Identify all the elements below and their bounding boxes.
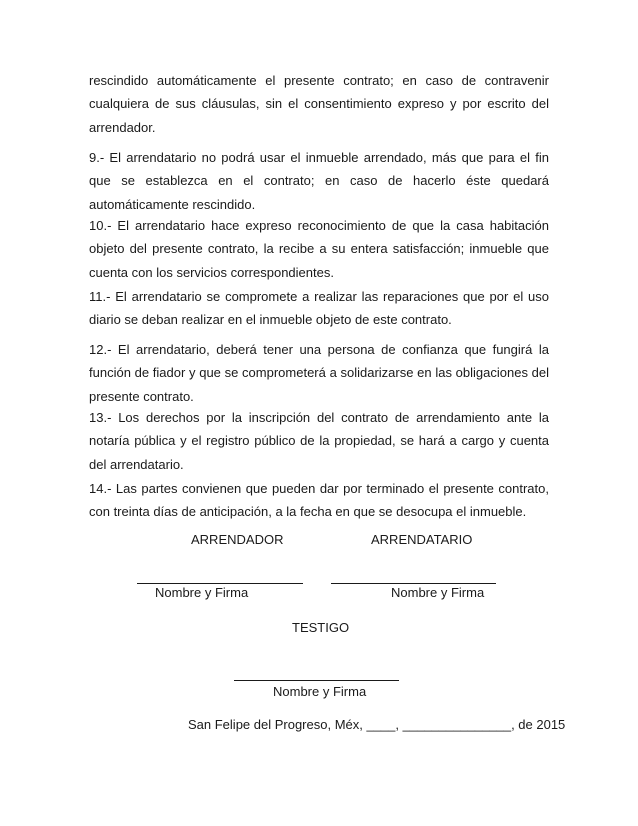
arrendatario-heading: ARRENDATARIO <box>371 532 473 547</box>
paragraph-clause-11: 11.- El arrendatario se compromete a realizar las reparaciones que por el uso diario se deban realizar en el inmueble objeto de este contrato. <box>89 289 549 328</box>
paragraph-clause-9: 9.- El arrendatario no podrá usar el inmueble arrendado, más que para el fin que se establezca en el contrato; en caso de hacerlo éste quedará automáticamente rescindido. <box>89 150 549 212</box>
arrendatario-signature-line <box>331 583 496 584</box>
paragraph-clause-13: 13.- Los derechos por la inscripción del contrato de arrendamiento ante la notaría pública y el registro público de la propiedad, se hará a cargo y cuenta del arrendatario. <box>89 410 549 472</box>
paragraph-clause-14: 14.- Las partes convienen que pueden dar por terminado el presente contrato, con treinta días de anticipación, a la fecha en que se desocupa el inmueble. <box>89 481 549 520</box>
arrendador-heading: ARRENDADOR <box>191 532 284 547</box>
arrendatario-sign-caption: Nombre y Firma <box>391 585 485 600</box>
paragraph-clause-12: 12.- El arrendatario, deberá tener una persona de confianza que fungirá la función de fiador y que se comprometerá a solidarizarse en las obligaciones del presente contrato. <box>89 342 549 404</box>
arrendador-signature-line <box>137 583 303 584</box>
testigo-signature-line <box>234 680 399 681</box>
testigo-heading: TESTIGO <box>292 620 350 635</box>
paragraph-rescission-continued: rescindido automáticamente el presente contrato; en caso de contravenir cualquiera de sus cláusulas, sin el consentimiento expreso y por escrito del arrendador. <box>89 73 549 135</box>
place-and-date: San Felipe del Progreso, Méx, ____, _______________, de 2015 <box>188 717 566 732</box>
testigo-sign-caption: Nombre y Firma <box>273 684 367 699</box>
paragraph-clause-10: 10.- El arrendatario hace expreso reconocimiento de que la casa habitación objeto del presente contrato, la recibe a su entera satisfacción; inmueble que cuenta con los servicios correspondientes. <box>89 218 549 280</box>
arrendador-sign-caption: Nombre y Firma <box>155 585 249 600</box>
